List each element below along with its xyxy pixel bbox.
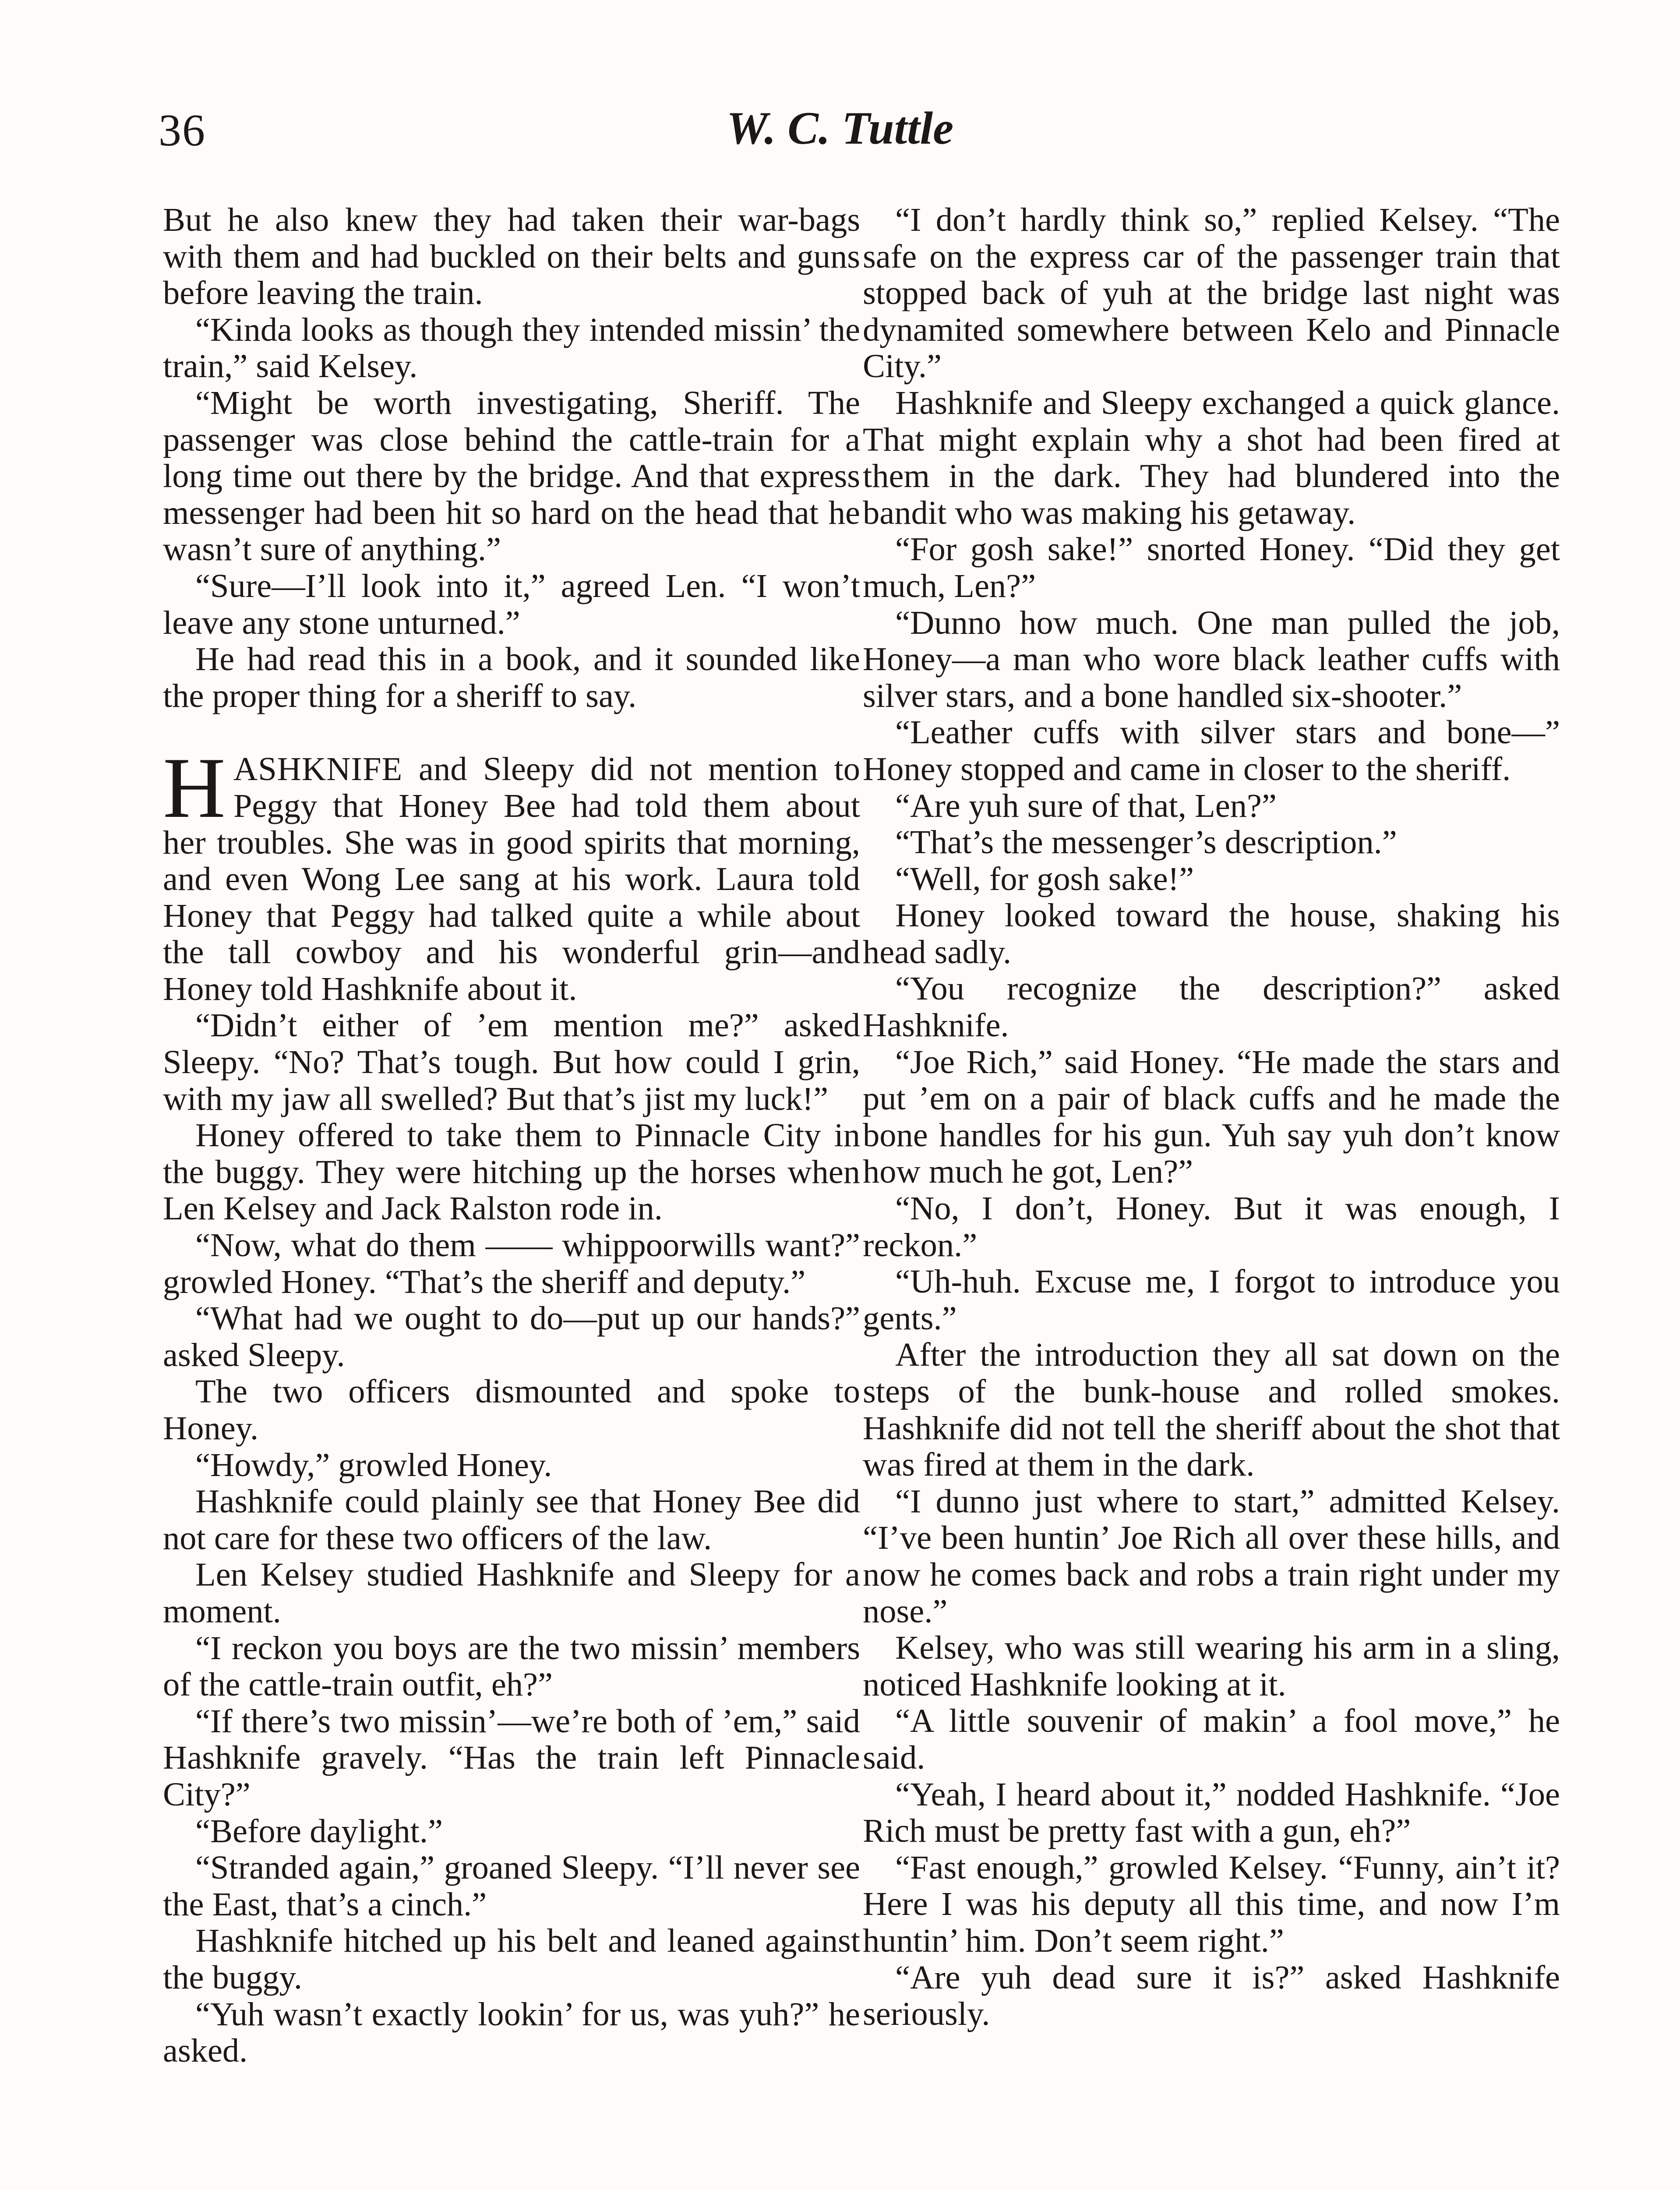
paragraph: “I don’t hardly think so,” replied Kelsey. “The safe on the express car of the passenger train that stopped back of yuh at the bridge last night was dynamited somewhere between Kelo and Pinnacle City.” <box>863 201 1560 385</box>
paragraph: Honey looked toward the house, shaking his head sadly. <box>863 897 1560 971</box>
page-number: 36 <box>159 105 206 155</box>
paragraph: “What had we ought to do—put up our hands?” asked Sleepy. <box>163 1300 860 1374</box>
paragraph: “Dunno how much. One man pulled the job, Honey—a man who wore black leather cuffs with silver stars, and a bone handled six-shooter.” <box>863 604 1560 714</box>
paragraph: “Uh-huh. Excuse me, I forgot to introduce you gents.” <box>863 1263 1560 1337</box>
paragraph: “Howdy,” growled Honey. <box>195 1446 552 1484</box>
section-opening-text: and Sleepy did not mention to Peggy that Honey Bee had told them about her troubles. She was in good spirits that morning, and even Wong Lee sang at his work. Laura told Honey that Peggy had talked quite a while about the tall cowboy and his wonderful grin—and Honey told Hashknife about it. <box>163 750 860 1007</box>
paragraph: “Didn’t either of ’em mention me?” asked Sleepy. “No? That’s tough. But how could I grin, with my jaw all swelled? But that’s jist my luck!” <box>163 1007 860 1117</box>
paragraph: “That’s the messenger’s description.” <box>895 823 1397 861</box>
right-column <box>863 201 1560 2032</box>
paragraph: Kelsey, who was still wearing his arm in a sling, noticed Hashknife looking at it. <box>863 1629 1560 1703</box>
paragraph: “If there’s two missin’—we’re both of ’em,” said Hashknife gravely. “Has the train left Pinnacle City?” <box>163 1702 860 1813</box>
paragraph: After the introduction they all sat down on the steps of the bunk-house and rolled smokes. Hashknife did not tell the sheriff about the shot that was fired at them in the dark. <box>863 1336 1560 1484</box>
left-column <box>163 201 860 2069</box>
paragraph: “For gosh sake!” snorted Honey. “Did they get much, Len?” <box>863 530 1560 604</box>
paragraph: Hashknife and Sleepy exchanged a quick glance. That might explain why a shot had been fired at them in the dark. They had blundered into the bandit who was making his getaway. <box>863 384 1560 531</box>
paragraph: “I dunno just where to start,” admitted Kelsey. “I’ve been huntin’ Joe Rich all over these hills, and now he comes back and robs a train right under my nose.” <box>863 1482 1560 1630</box>
drop-cap: H <box>163 740 226 836</box>
paragraph: Len Kelsey studied Hashknife and Sleepy for a moment. <box>163 1556 860 1630</box>
paragraph: Hashknife could plainly see that Honey Bee did not care for these two officers of the law. <box>163 1483 860 1557</box>
paragraph: “I reckon you boys are the two missin’ members of the cattle-train outfit, eh?” <box>163 1629 860 1703</box>
paragraph: Honey offered to take them to Pinnacle City in the buggy. They were hitching up the horses when Len Kelsey and Jack Ralston rode in. <box>163 1116 860 1227</box>
paragraph: “Are yuh dead sure it is?” asked Hashknife seriously. <box>863 1958 1560 2033</box>
running-head-author: W. C. Tuttle <box>726 102 954 154</box>
paragraph: “Now, what do them —— whippoorwills want?” growled Honey. “That’s the sheriff and deputy.” <box>163 1226 860 1300</box>
paragraph: “Yeah, I heard about it,” nodded Hashknife. “Joe Rich must be pretty fast with a gun, eh?” <box>863 1775 1560 1850</box>
paragraph: “A little souvenir of makin’ a fool move,” he said. <box>863 1702 1560 1776</box>
paragraph: “Kinda looks as though they intended missin’ the train,” said Kelsey. <box>163 311 860 385</box>
paragraph: But he also knew they had taken their war-bags with them and had buckled on their belts and guns before leaving the train. <box>163 201 860 312</box>
section-opening-paragraph <box>163 740 860 1007</box>
paragraph: The two officers dismounted and spoke to Honey. <box>163 1373 860 1447</box>
paragraph: “You recognize the description?” asked Hashknife. <box>863 970 1560 1044</box>
paragraph: He had read this in a book, and it sounded like the proper thing for a sheriff to say. <box>163 640 860 714</box>
paragraph: “Before daylight.” <box>195 1812 443 1850</box>
paragraph: “Might be worth investigating, Sheriff. The passenger was close behind the cattle-train for a long time out there by the bridge. And that express messenger had been hit so hard on the head that he wasn’t sure of anything.” <box>163 384 860 568</box>
paragraph: “Joe Rich,” said Honey. “He made the stars and put ’em on a pair of black cuffs and he made the bone handles for his gun. Yuh say yuh don’t know how much he got, Len?” <box>863 1043 1560 1190</box>
paragraph: “Stranded again,” groaned Sleepy. “I’ll never see the East, that’s a cinch.” <box>163 1849 860 1923</box>
paragraph: “Leather cuffs with silver stars and bone—” Honey stopped and came in closer to the sheriff. <box>863 714 1560 788</box>
paragraph: “Yuh wasn’t exactly lookin’ for us, was yuh?” he asked. <box>163 1995 860 2070</box>
paragraph: “Are yuh sure of that, Len?” <box>895 787 1277 824</box>
paragraph: “Well, for gosh sake!” <box>895 860 1194 897</box>
section-opening-smallcaps: ASHKNIFE <box>233 750 403 788</box>
paragraph: “Fast enough,” growled Kelsey. “Funny, ain’t it? Here I was his deputy all this time, and now I’m huntin’ him. Don’t seem right.” <box>863 1848 1560 1959</box>
paragraph: “No, I don’t, Honey. But it was enough, I reckon.” <box>863 1190 1560 1264</box>
paragraph: Hashknife hitched up his belt and leaned against the buggy. <box>163 1922 860 1996</box>
paragraph: “Sure—I’ll look into it,” agreed Len. “I won’t leave any stone unturned.” <box>163 567 860 641</box>
